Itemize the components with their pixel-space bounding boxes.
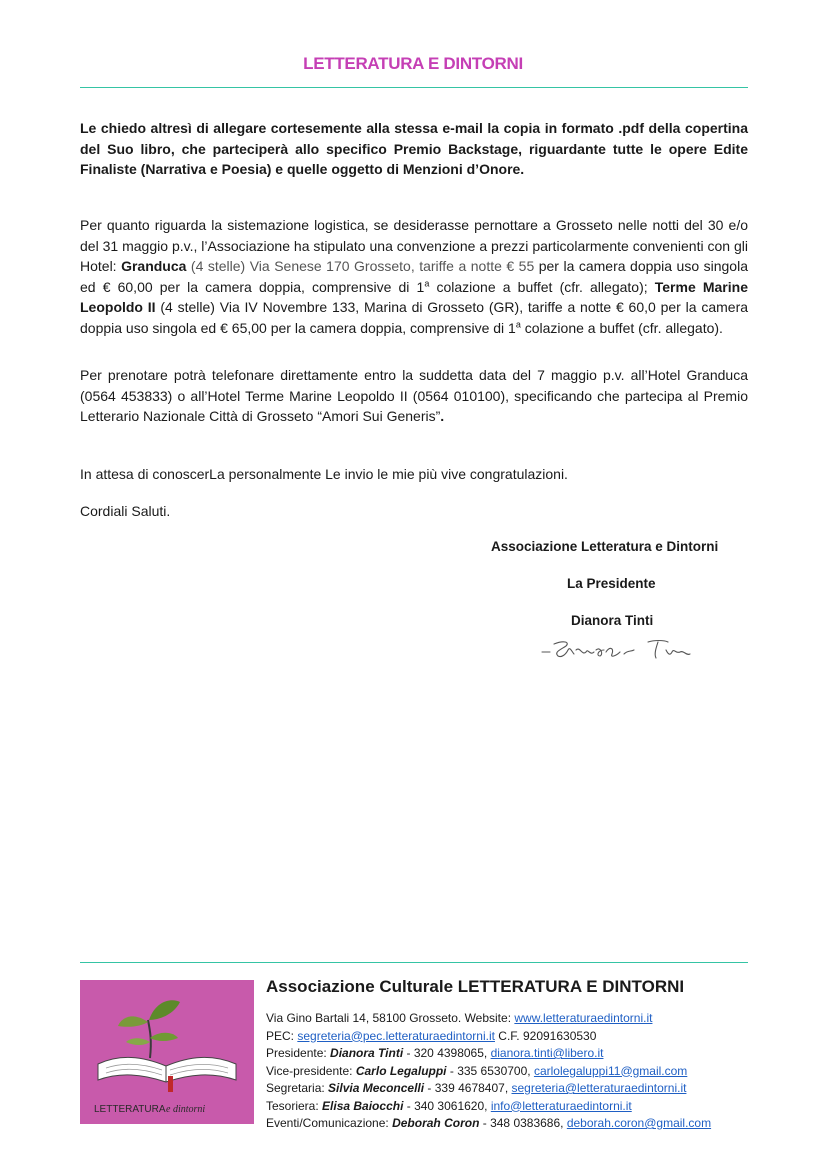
president-phone: - 320 4398065, (403, 1046, 491, 1060)
lodging-text-e: (4 stelle) Via IV Novembre 133, Marina di Grosseto (GR), tariffe a notte € 60,0 per la camera doppia uso singola ed € 65,00 per la camera doppia, comprensive di 1 (80, 299, 749, 336)
secretary-label: Segretaria: (266, 1081, 329, 1095)
paragraph-lodging (80, 215, 748, 339)
treasurer-label: Tesoriera: (266, 1098, 323, 1113)
page-title: LETTERATURA E DINTORNI (303, 54, 523, 73)
hotel-granduca: Granduca (121, 258, 187, 275)
header-divider (80, 87, 748, 88)
booking-text: Per prenotare potrà telefonare direttamente entro la suddetta data del 7 maggio p.v. all’Hotel Granduca (0564 453833) o all’Hotel Terme Marine Leopoldo II (0564 010100), specificando che partecipa al Premio Letterario Nazionale Città di Grosseto “Amori Sui Generis” (80, 367, 748, 425)
signature-role: La Presidente (567, 576, 656, 591)
signature-name: Dianora Tinti (571, 613, 654, 628)
footer-president-line (266, 1045, 711, 1063)
events-email-link[interactable]: deborah.coron@gmail.com (566, 1116, 712, 1130)
treasurer-name: Elisa Baiocchi (322, 1098, 404, 1113)
secretary-name: Silvia Meconcelli (328, 1081, 425, 1095)
secretary-email-link[interactable]: segreteria@letteraturaedintorni.it (511, 1081, 687, 1095)
paragraph-booking (80, 365, 748, 427)
superscript-a: a (424, 278, 430, 289)
lodging-text-a: Per quanto riguarda la sistemazione logistica, se desiderasse pernottare a Grosseto nelle notti del 30 e/o del 31 maggio p.v., l’Associazione ha stipulato una convenzione a prezzi particolarmente convenienti con gli Hotel: (80, 217, 748, 275)
superscript-a: a (515, 319, 521, 330)
logo-text: LETTERATURA (94, 1104, 166, 1115)
secretary-phone: - 339 4678407, (424, 1081, 512, 1095)
paragraph-greetings: Cordiali Saluti. (80, 503, 171, 519)
footer-events-line (266, 1115, 711, 1133)
logo-subtext: e dintorni (166, 1104, 206, 1115)
lodging-text-c: per la camera doppia uso singola ed € 60,00 per la camera doppia, comprensive di 1 (80, 258, 748, 295)
pec-label: PEC: (266, 1028, 298, 1043)
website-link[interactable]: www.letteraturaedintorni.it (514, 1011, 653, 1025)
president-email-link[interactable]: dianora.tinti@libero.it (490, 1046, 604, 1060)
footer-address-line (266, 1010, 711, 1028)
vice-president-email-link[interactable]: carlolegaluppi11@gmail.com (533, 1063, 688, 1078)
treasurer-email-link[interactable]: info@letteraturaedintorni.it (490, 1098, 632, 1113)
handwritten-signature (540, 636, 700, 664)
vice-president-phone: - 335 6530700, (446, 1063, 534, 1078)
paragraph-congratulations: In attesa di conoscerLa personalmente Le invio le mie più vive congratulazioni. (80, 466, 568, 482)
signature-organization: Associazione Letteratura e Dintorni (491, 539, 719, 554)
footer-association-name: Associazione Culturale LETTERATURA E DINTORNI (266, 977, 685, 996)
footer-treasurer-line (266, 1098, 711, 1116)
pec-email-link[interactable]: segreteria@pec.letteraturaedintorni.it (297, 1028, 495, 1043)
events-label: Eventi/Comunicazione: (266, 1116, 393, 1130)
booking-period: . (440, 408, 445, 425)
footer-pec-line (266, 1028, 711, 1046)
lodging-text-f: colazione a buffet (cfr. allegato). (520, 319, 723, 336)
paragraph-attachment-request: Le chiedo altresì di allegare cortesemente alla stessa e-mail la copia in formato .pdf della copertina del Suo libro, che parteciperà allo specifico Premio Backstage, riguardante tutte le opere Edite Finaliste (Narrativa e Poesia) e quelle oggetto di Menzioni d’Onore. (80, 120, 748, 178)
vice-president-label: Vice-presidente: (266, 1063, 356, 1078)
association-logo (80, 980, 254, 1124)
events-name: Deborah Coron (392, 1116, 480, 1130)
lodging-text-d: colazione a buffet (cfr. allegato); (429, 278, 655, 295)
footer-divider (80, 962, 748, 963)
book-plant-icon (80, 980, 254, 1124)
lodging-text-b: (4 stelle) Via Senese 170 Grosseto, tariffe a notte € 55 (186, 258, 535, 275)
president-label: Presidente: (266, 1046, 331, 1060)
treasurer-phone: - 340 3061620, (403, 1098, 491, 1113)
footer-secretary-line (266, 1080, 711, 1098)
footer-vice-president-line (266, 1063, 711, 1081)
hotel-terme-marine: Terme Marine Leopoldo II (80, 278, 748, 316)
tax-code: C.F. 92091630530 (494, 1028, 597, 1043)
address-text: Via Gino Bartali 14, 58100 Grosseto. Website: (266, 1011, 515, 1025)
events-phone: - 348 0383686, (479, 1116, 567, 1130)
president-name: Dianora Tinti (330, 1046, 404, 1060)
footer-contacts (266, 1010, 711, 1133)
vice-president-name: Carlo Legaluppi (355, 1063, 447, 1078)
